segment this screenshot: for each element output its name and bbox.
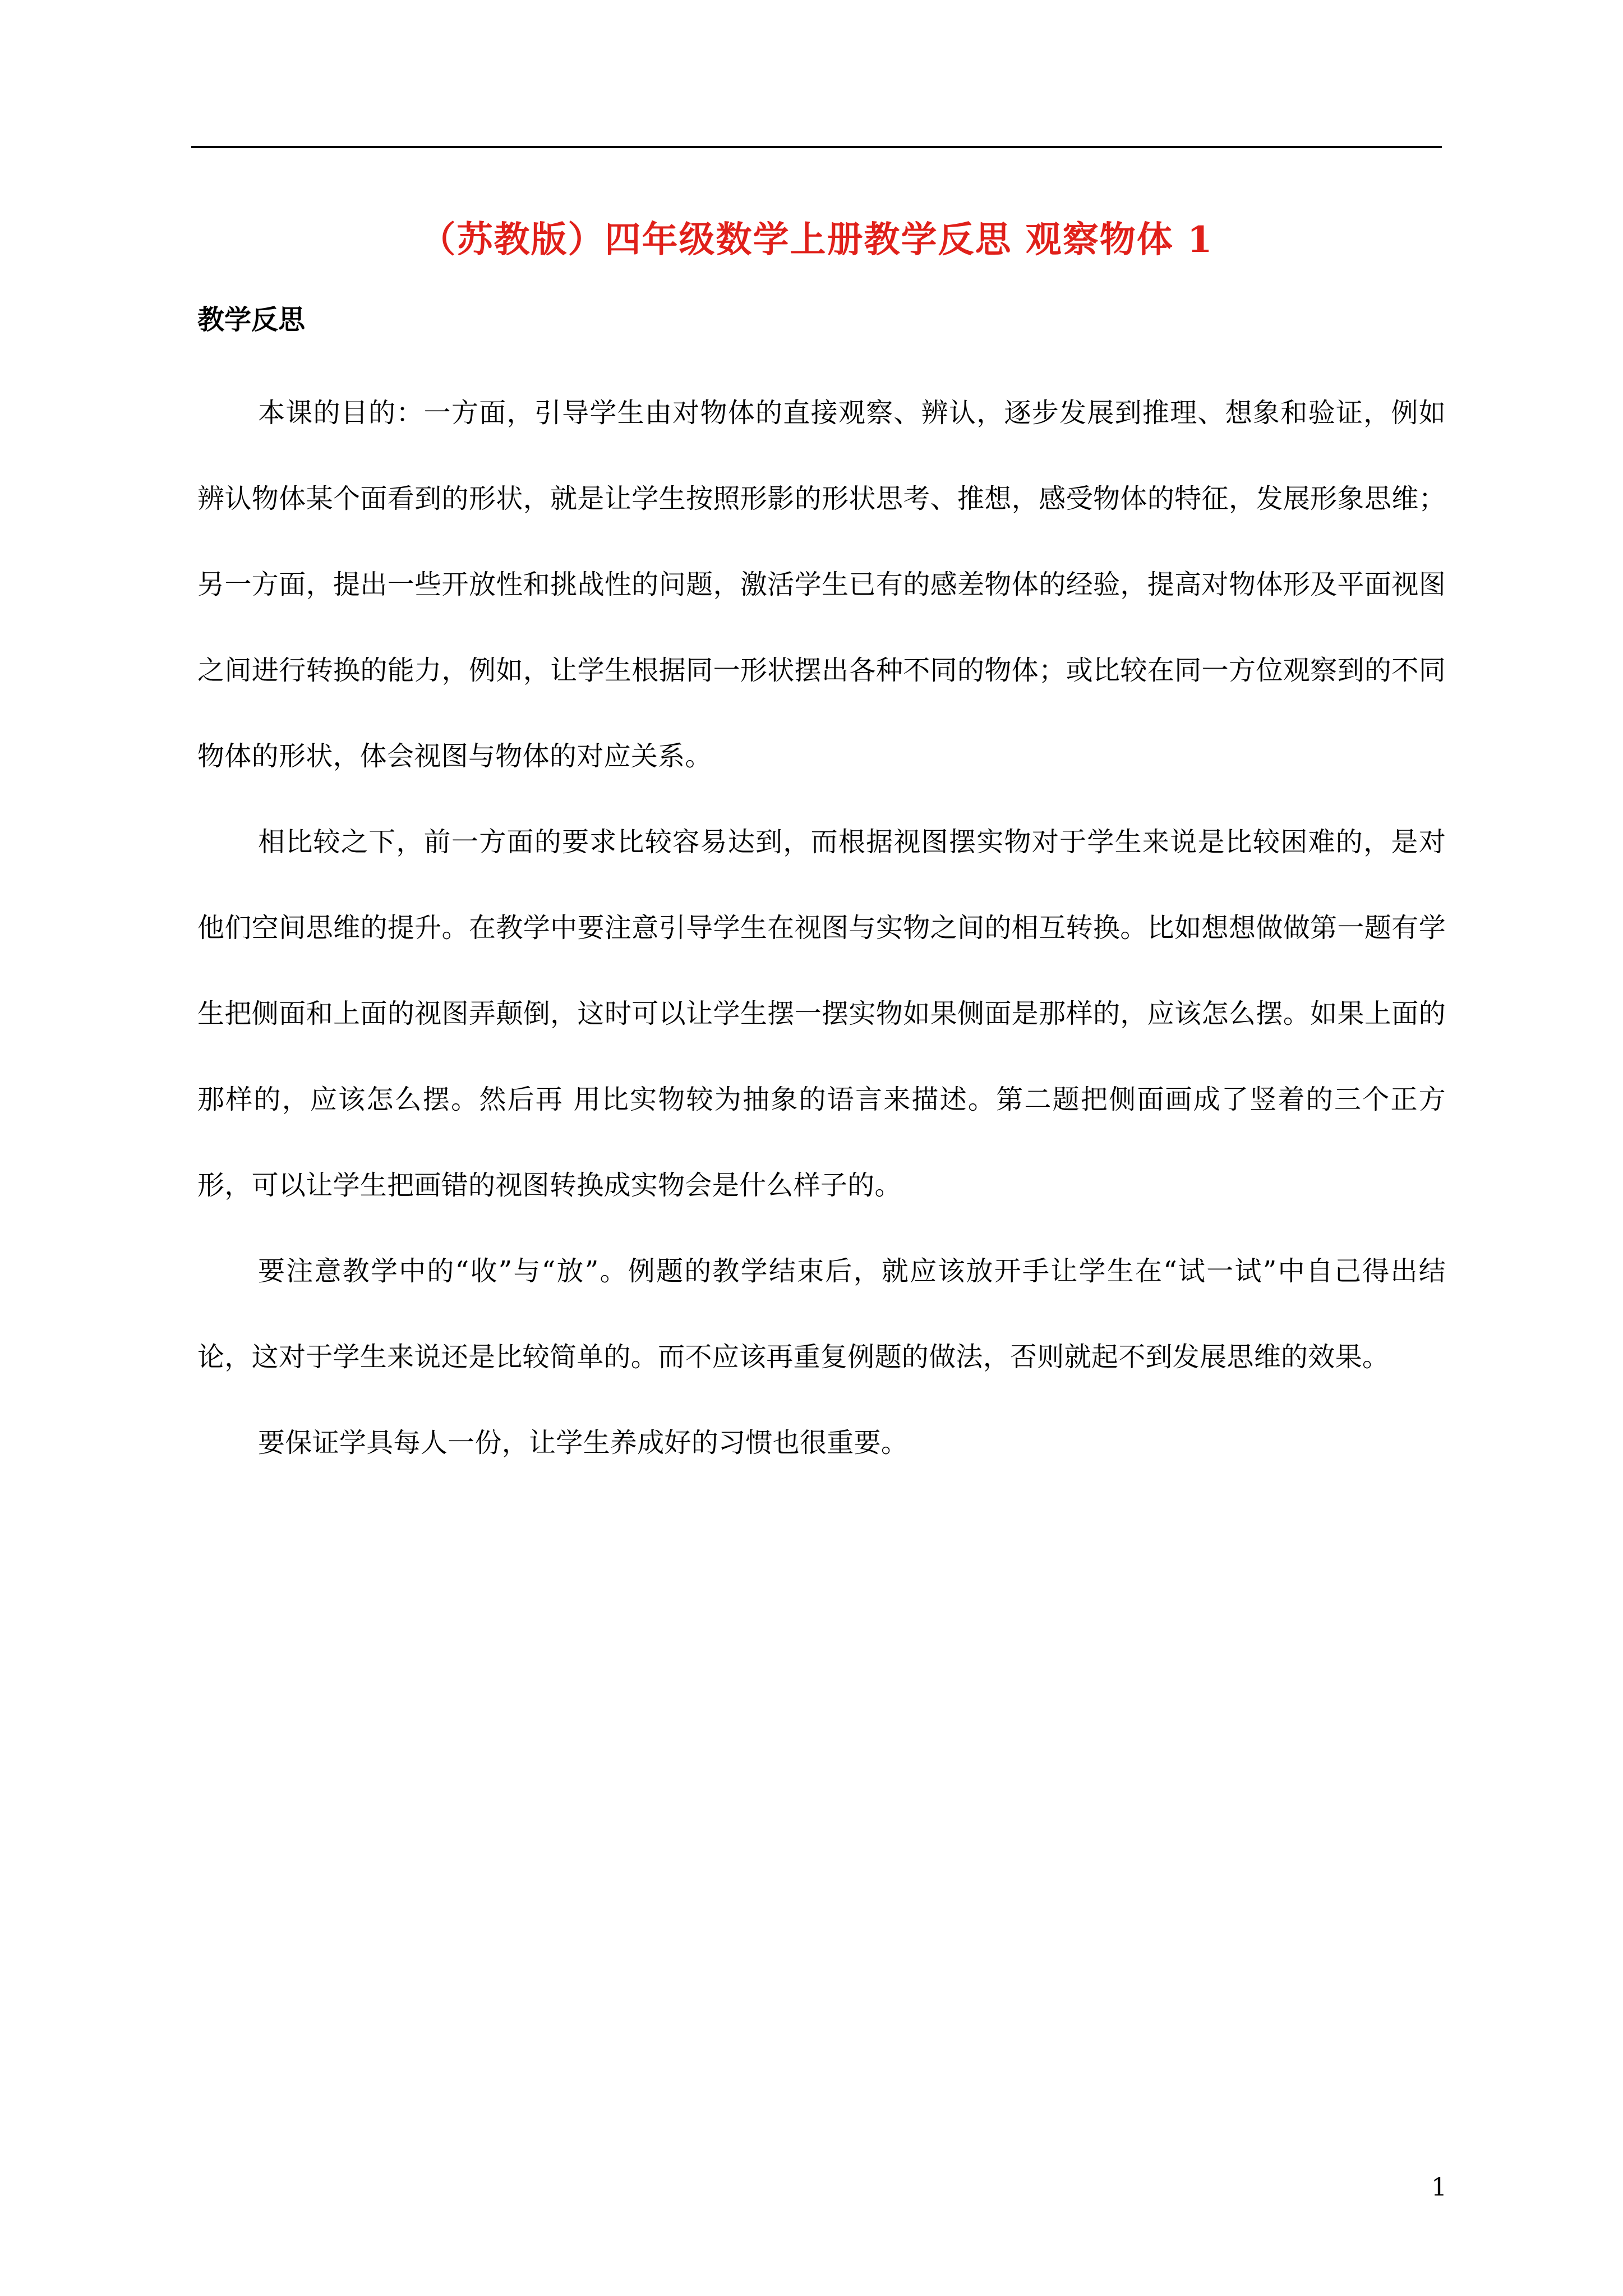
header-rule [191, 146, 1442, 148]
paragraph-purpose: 本课的目的：一方面，引导学生由对物体的直接观察、辨认，逐步发展到推理、想象和验证，例如辨认物体某个面看到的形状，就是让学生按照形影的形状思考、推想，感受物体的特征，发展形象思维；另一方面，提出一些开放性和挑战性的问题，激活学生已有的感差物体的经验，提高对物体形及平面视图之间进行转换的能力，例如，让学生根据同一形状摆出各种不同的物体；或比较在同一方位观察到的不同物体的形状，体会视图与物体的对应关系。 [197, 397, 1446, 772]
paragraph-comparison: 相比较之下，前一方面的要求比较容易达到，而根据视图摆实物对于学生来说是比较困难的，是对他们空间思维的提升。在教学中要注意引导学生在视图与实物之间的相互转换。比如想想做做第一题有学生把侧面和上面的视图弄颠倒，这时可以让学生摆一摆实物如果侧面是那样的，应该怎么摆。如果上面的那样的，应该怎么摆。然后再 用比实物较为抽象的语言来描述。第二题把侧面画成了竖着的三个正方形，可以让学生把画错的视图转换成实物会是什么样子的。 [197, 826, 1446, 1201]
document-title: （苏教版）四年级数学上册教学反思 观察物体 1 [419, 219, 1214, 261]
paragraph-collect-release: 要注意教学中的“收”与“放”。例题的教学结束后，就应该放开手让学生在“试一试”中自己得出结论，这对于学生来说还是比较简单的。而不应该再重复例题的做法，否则就起不到发展思维的效果。 [197, 1255, 1446, 1373]
document-body [197, 370, 1446, 1486]
paragraph-tools: 要保证学具每人一份，让学生养成好的习惯也很重要。 [258, 1427, 909, 1458]
page-number: 1 [1431, 2173, 1447, 2202]
section-heading: 教学反思 [197, 304, 306, 335]
